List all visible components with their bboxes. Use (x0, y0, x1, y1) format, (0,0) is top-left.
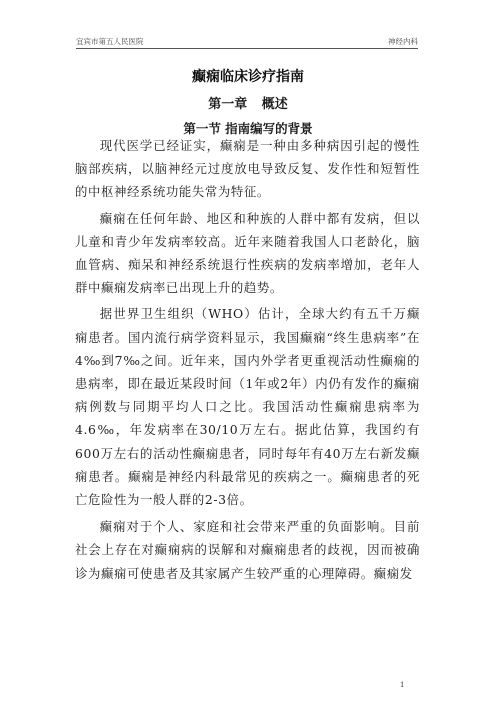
body-paragraph: 癫痫在任何年龄、地区和种族的人群中都有发病，但以儿童和青少年发病率较高。近年来随着我国人口老龄化，脑血管病、痴呆和神经系统退行性疾病的发病率增加，老年人群中癫痫发病率已出现上升的趋势。 (75, 210, 420, 296)
chapter-heading: 第一章 概述 (208, 97, 288, 112)
document-title: 癫痫临床诊疗指南 (192, 69, 304, 85)
page-number: 1 (400, 681, 405, 689)
body-paragraph: 现代医学已经证实，癫痫是一种由多种病因引起的慢性脑部疾病，以脑神经元过度放电导致反复、发作性和短暂性的中枢神经系统功能失常为特征。 (75, 138, 420, 200)
section-heading: 第一节 指南编写的背景 (183, 121, 313, 136)
header-department: 神经内科 (388, 37, 418, 46)
body-paragraph: 癫痫对于个人、家庭和社会带来严重的负面影响。目前社会上存在对癫痫病的误解和对癫痫患者的歧视，因而被确诊为癫痫可使患者及其家属产生较严重的心理障碍。癫痫发 (75, 519, 420, 581)
page-header (76, 36, 418, 49)
header-hospital-name: 宜宾市第五人民医院 (76, 37, 144, 46)
document-body (75, 134, 420, 585)
body-paragraph: 据世界卫生组织（WHO）估计，全球大约有五千万癫痫患者。国内流行病学资料显示，我国癫痫“终生患病率”在4‰到7‰之间。近年来，国内外学者更重视活动性癫痫的患病率，即在最近某段时间（1年或2年）内仍有发作的癫痫病例数与同期平均人口之比。我国活动性癫痫患病率为4.6‰，年发病率在30/10万左右。据此估算，我国约有600万左右的活动性癫痫患者，同时每年有40万左右新发癫痫患者。癫痫是神经内科最常见的疾病之一。癫痫患者的死亡危险性为一般人群的2-3倍。 (75, 306, 420, 508)
